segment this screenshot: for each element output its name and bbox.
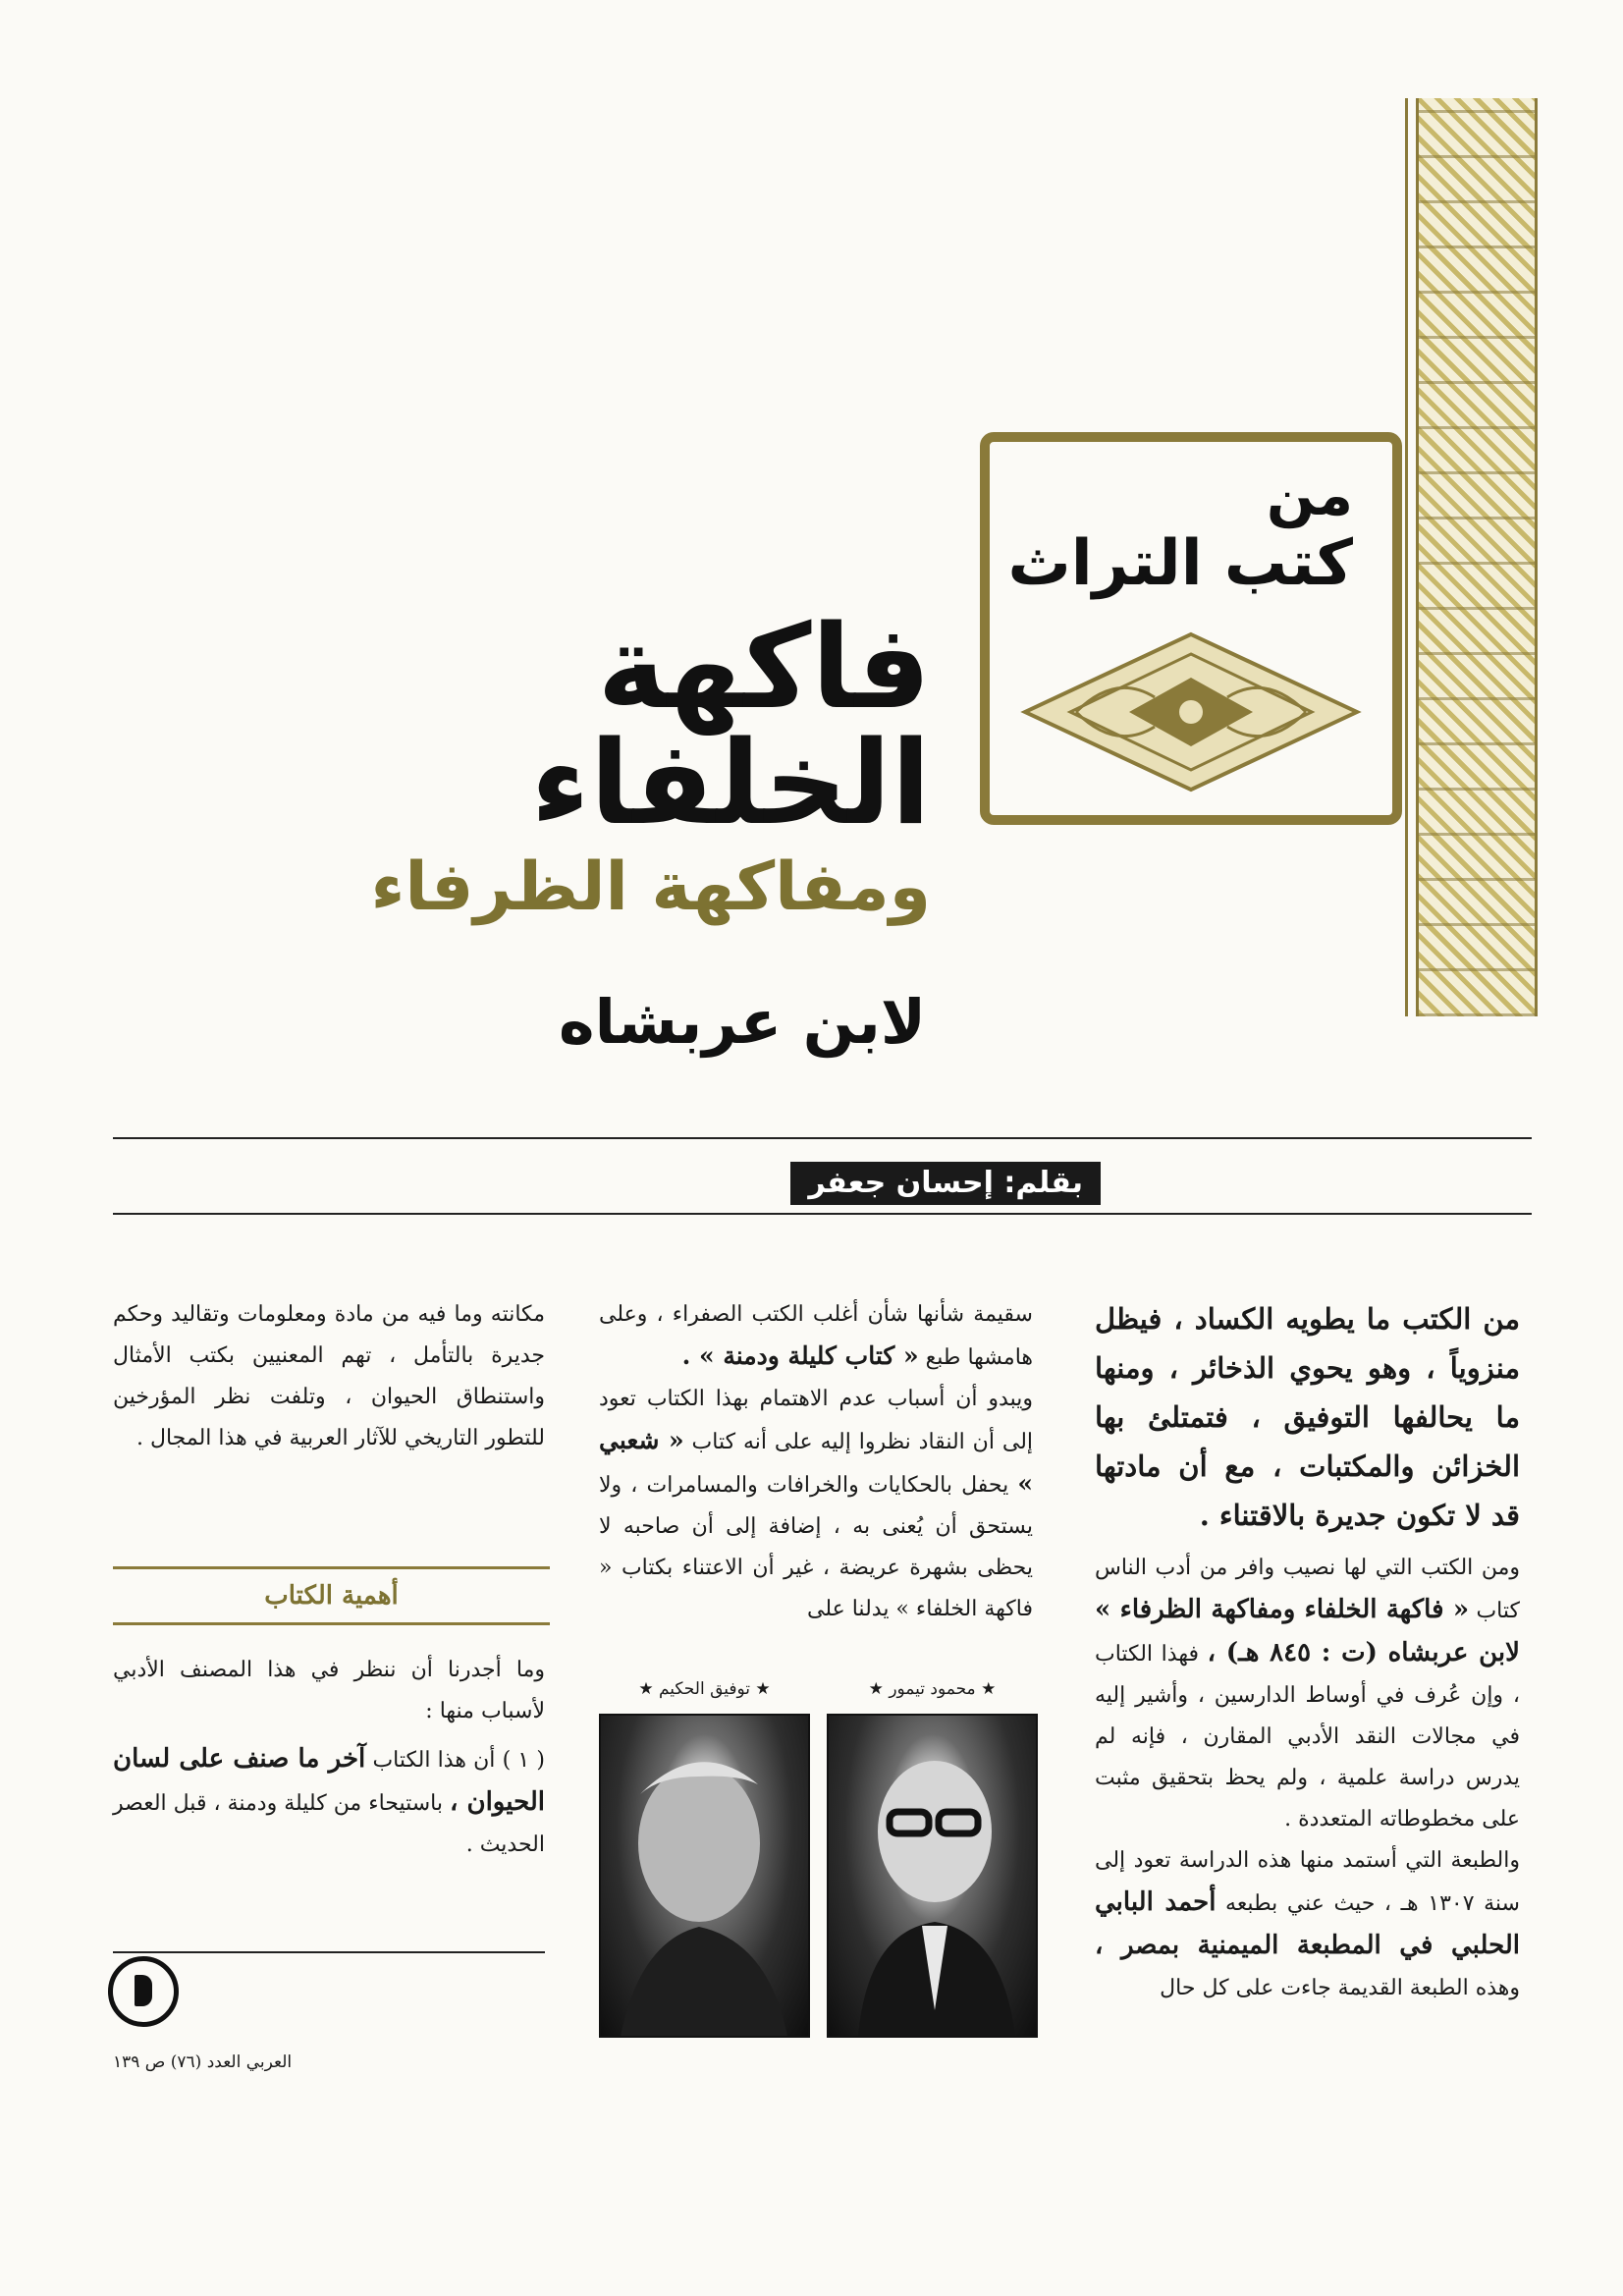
article-author-title: لابن عربشاه <box>559 986 926 1058</box>
portrait-icon <box>601 1716 808 2036</box>
text-run: ويبدو أن أسباب عدم الاهتمام بهذا الكتاب تعود إلى أن النقاد نظروا إليه على أنه كتاب <box>599 1387 1034 1454</box>
paragraph <box>1095 1840 1520 2009</box>
portrait-photo-1 <box>827 1714 1038 2038</box>
column-left <box>113 1294 545 1459</box>
footer-divider <box>113 1951 545 1953</box>
column-middle <box>599 1294 1033 1630</box>
paragraph: وما أجدرنا أن ننظر في هذا المصنف الأدبي لأسباب منها : <box>113 1658 545 1723</box>
byline-badge: بقلم: إحسان جعفر <box>790 1162 1101 1205</box>
text-run: يحفل بالحكايات والخرافات والمسامرات ، ولا يستحق أن يُعنى به ، إضافة إلى أن صاحبه لا يحظى بشهرة عريضة ، غير أن الاعتناء بكتاب « فاكهة الخلفاء » يدلنا على <box>599 1473 1033 1621</box>
ornamental-border-strip <box>1416 98 1538 1016</box>
text-run: فهذا الكتاب ، وإن عُرف في أوساط الدارسين ، وأشير إليه في مجالات النقد الأدبي المقارن ، فإنه لم يدرس دراسة علمية ، ولم يحظ بتحقيق مثبت على مخطوطاته المتعددة . <box>1095 1642 1520 1831</box>
text-run: باستيحاء من كليلة ودمنة ، قبل العصر الحديث . <box>113 1791 545 1857</box>
text-run: سقيمة شأنها شأن أغلب الكتب الصفراء ، وعلى هامشها طبع <box>599 1302 1033 1370</box>
column-left-continued <box>113 1650 545 1866</box>
paragraph <box>1095 1548 1520 1840</box>
series-title-box <box>980 432 1402 825</box>
paragraph <box>599 1294 1033 1379</box>
paragraph: مكانته وما فيه من مادة ومعلومات وتقاليد وحكم جديرة بالتأمل ، تهم المعنيين بكتب الأمثال واستنطاق الحيوان ، وتلفت نظر المؤرخين للتطور التاريخي للآثار العربية في هذا المجال . <box>113 1302 545 1450</box>
text-run: ( ١ ) أن هذا الكتاب <box>365 1748 545 1773</box>
bold-text-run: « كتاب كليلة ودمنة » . <box>681 1341 919 1370</box>
series-label-line1: من <box>1266 462 1353 528</box>
bold-text-run: آخر ما صنف على لسان الحيوان ، <box>113 1744 545 1817</box>
bold-text-run: « شعبي » <box>599 1426 1033 1498</box>
portrait-icon <box>829 1716 1036 2036</box>
photo-caption: ★ توفيق الحكيم ★ <box>638 1679 771 1699</box>
text-run: وهذه الطبعة القديمة جاءت على كل حال <box>1160 1976 1520 2000</box>
paragraph <box>599 1379 1033 1630</box>
arabesque-ornament-icon <box>1017 629 1365 795</box>
page-marker-icon <box>108 1956 179 2027</box>
bold-text-run: أحمد البابي الحلبي في المطبعة الميمنية بمصر ، <box>1095 1887 1520 1960</box>
article-title: فاكهة الخلفاء <box>530 599 931 850</box>
lead-paragraph: من الكتب ما يطويه الكساد ، فيظل منزوياً ، وهو يحوي الذخائر ، ومنها ما يحالفها التوفيق ، فتمتلئ بها الخزائن والمكتبات ، مع أن مادتها قد لا تكون جديرة بالاقتناء . <box>1095 1302 1520 1532</box>
text-run: والطبعة التي أستمد منها هذه الدراسة تعود إلى سنة ١٣٠٧ هـ ، حيث عني بطبعه <box>1095 1848 1520 1916</box>
series-label-line2: كتب التراث <box>1007 527 1353 600</box>
text-run: ومن الكتب التي لها نصيب وافر من أدب الناس كتاب <box>1095 1556 1520 1623</box>
paragraph <box>113 1738 545 1866</box>
article-subtitle: ومفاكهة الظرفاء <box>370 848 931 926</box>
bold-text-run: « فاكهة الخلفاء ومفاكهة الظرفاء » لابن عربشاه (ت : ٨٤٥ هـ) ، <box>1095 1595 1520 1667</box>
column-right <box>1095 1294 1520 2009</box>
photo-caption: ★ محمود تيمور ★ <box>868 1679 997 1699</box>
portrait-photo-2 <box>599 1714 810 2038</box>
section-heading: أهمية الكتاب <box>113 1566 550 1625</box>
top-divider <box>113 1137 1532 1139</box>
bottom-divider <box>113 1213 1532 1215</box>
footer-credit: العربي العدد (٧٦) ص ١٣٩ <box>113 2052 293 2072</box>
